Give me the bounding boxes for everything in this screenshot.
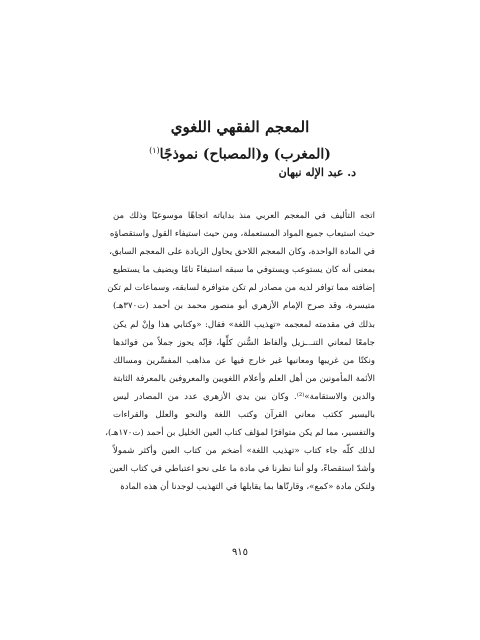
body-paragraph [105, 207, 375, 497]
body-line: والدين والاستقامة»⁽²⁾. وكان بين يدي الأزهري عدد من المصادر ليس [113, 391, 375, 402]
body-line: حيث استيعاب جميع المواد المستعملة، ومن حيث استيفاء القول واستقصاؤه [109, 229, 375, 240]
body-line: وأشدّ استقصاءً، ولو أننا نظرنا في مادة ما على نحو اعتباطي في كتاب العين [109, 464, 375, 475]
body-line: متيسرة، وقد صرح الإمام الأزهري أبو منصور محمد بن أحمد (ت٣٧٠هـ) [113, 301, 375, 312]
body-line: ولتكن مادة «كمع»، وقارنّاها بما يقابلها في التهذيب لوجدنا أن هذه المادة [120, 482, 375, 493]
body-line: اتجه التأليف في المعجم العربي منذ بداياته اتجاهًا موسوعيًا وذلك من [113, 211, 375, 221]
body-line: والتفسير، مما لم يكن متوافرًا لمؤلف كتاب العين الخليل بن أحمد (ت١٧٠هـ)، [105, 428, 375, 439]
footnote-marker: (١) [149, 146, 160, 155]
body-line: في المادة الواحدة، وكان المعجم اللاحق يحاول الزيادة على المعجم السابق، [109, 247, 375, 258]
body-line: لذلك كلّه جاء كتاب «تهذيب اللغة» أضخم من كتاب العين وأكثر شمولاً [113, 446, 375, 457]
body-line: بذلك في مقدمته لمعجمه «تهذيب اللغة» فقال: «وكتابي هذا وإنْ لم يكن [113, 319, 375, 330]
article-subtitle [0, 140, 480, 166]
body-line: إضافته مما توافر لديه من مصادر لم تكن متوافرة لسابقه، وسماعات لم تكن [107, 283, 375, 294]
author-name: د. عبد الإله نبهان [278, 166, 356, 179]
page-number: ٩١٥ [231, 547, 249, 558]
body-line: بمعنى أنه كان يستوعب ويستوفي ما سبقه استيفاءً تامًا ويضيف ما يستطيع [113, 265, 375, 276]
article-subtitle-text: (المغرب) و(المصباح) نموذجًا [159, 146, 331, 163]
body-line: جامعًا لمعاني التنـ.ـزيل وألفاظ السُّنن كلِّها، فإنّه يحوز جملاً من فوائدها [113, 337, 375, 348]
body-line: باليسير ككتب معاني القرآن وكتب اللغة والنحو والعلل والقراءات [113, 410, 375, 421]
article-title: المعجم الفقهي اللغوي [170, 118, 310, 136]
body-line: الأئمة المأمونين من أهل العلم وأعلام اللغويين والمعروفين بالمعرفة الثابتة [113, 373, 375, 384]
body-line: ونكتًا من غريبها ومعانيها غير خارج فيها عن مذاهب المفسِّرين ومسالك [113, 355, 375, 366]
